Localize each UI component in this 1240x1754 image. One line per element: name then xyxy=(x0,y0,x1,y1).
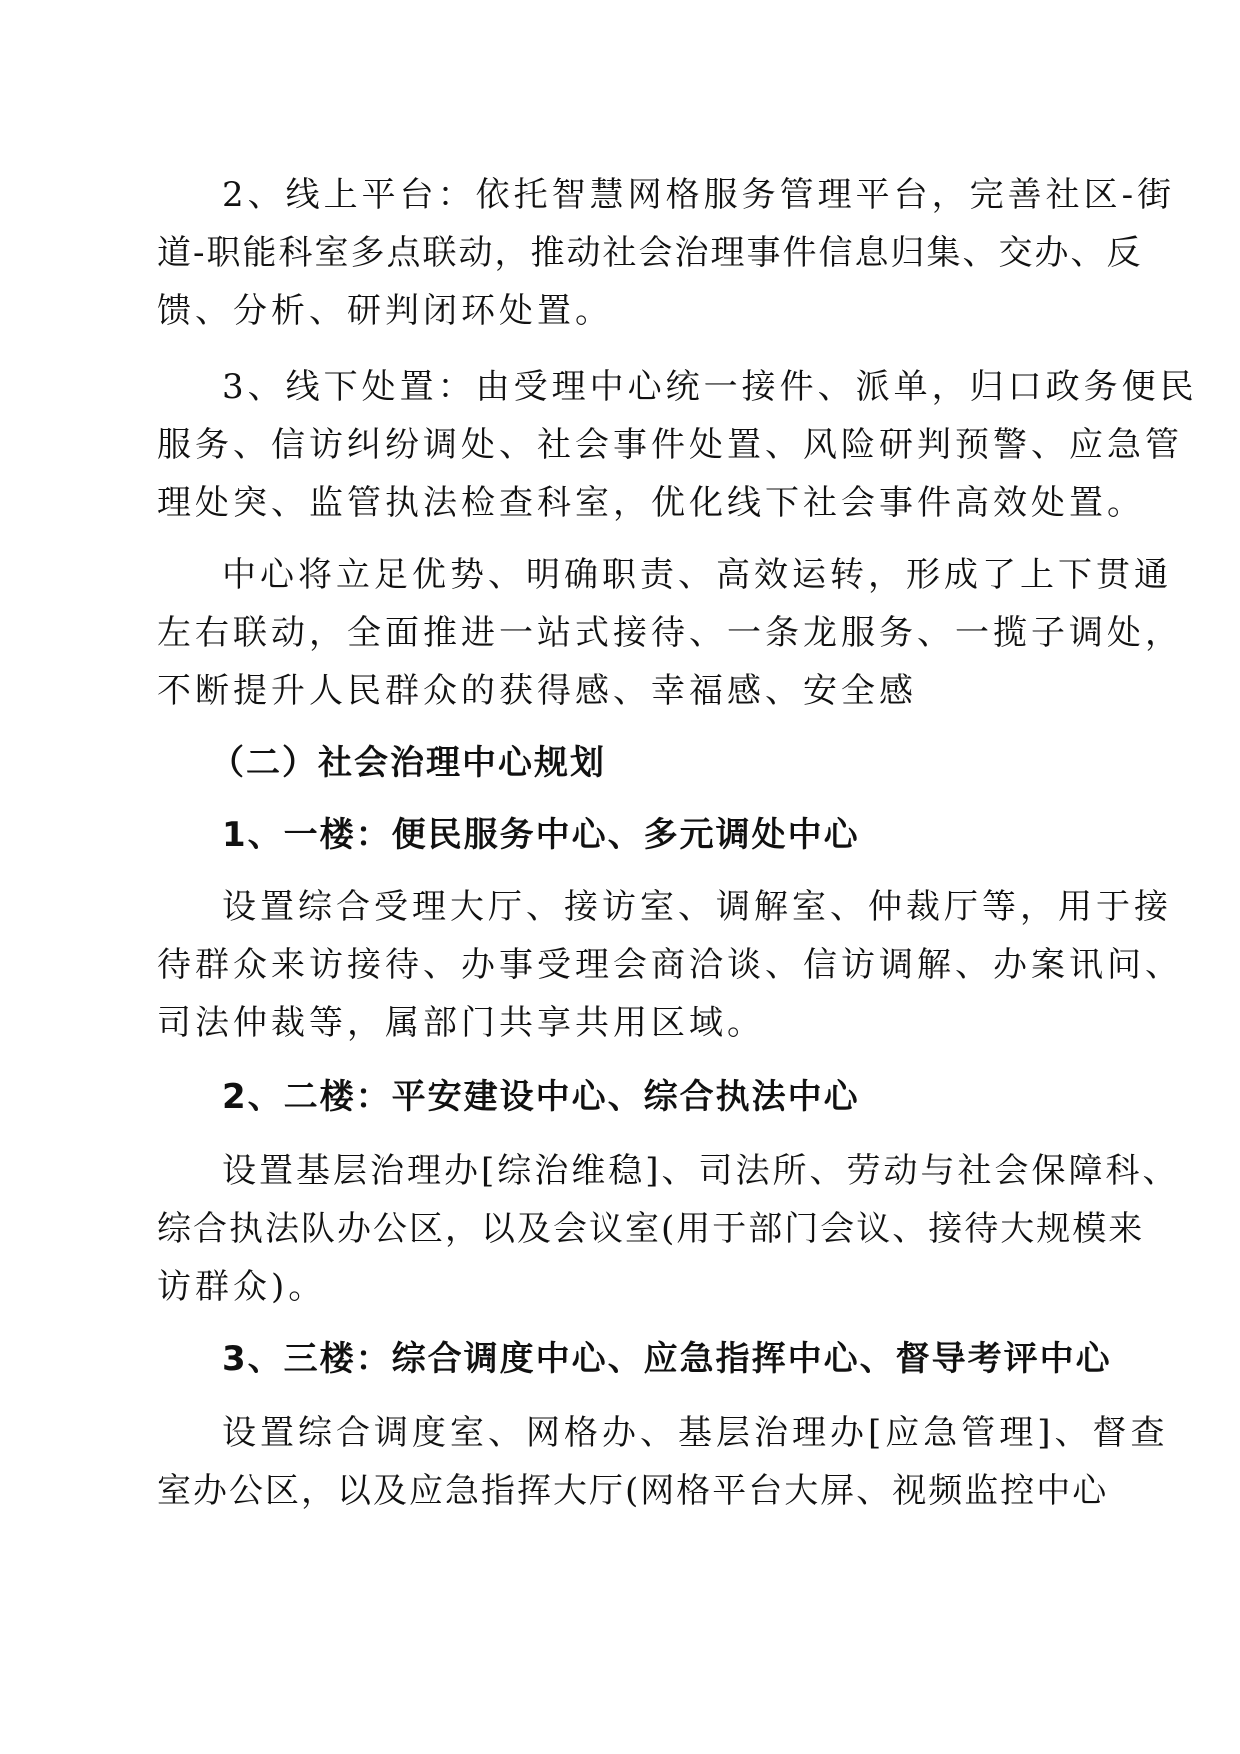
paragraph-line: 室办公区，以及应急指挥大厅(网格平台大屏、视频监控中心 xyxy=(157,1471,1109,1511)
paragraph-line: 理处突、监管执法检查科室，优化线下社会事件高效处置。 xyxy=(157,483,1145,523)
paragraph-line: 不断提升人民群众的获得感、幸福感、安全感 xyxy=(157,671,917,711)
paragraph-line: 服务、信访纠纷调处、社会事件处置、风险研判预警、应急管 xyxy=(157,425,1183,465)
section-heading: （二）社会治理中心规划 xyxy=(210,743,606,783)
paragraph-line: 设置综合受理大厅、接访室、调解室、仲裁厅等，用于接 xyxy=(222,887,1172,927)
subsection-heading: 1、一楼：便民服务中心、多元调处中心 xyxy=(222,815,860,855)
paragraph-line: 左右联动，全面推进一站式接待、一条龙服务、一揽子调处， xyxy=(157,613,1183,653)
paragraph-line: 司法仲裁等，属部门共享共用区域。 xyxy=(157,1003,765,1043)
paragraph-line: 设置综合调度室、网格办、基层治理办[应急管理]、督查 xyxy=(222,1413,1169,1453)
paragraph-line: 3、线下处置：由受理中心统一接件、派单，归口政务便民 xyxy=(222,367,1198,407)
paragraph-line: 综合执法队办公区，以及会议室(用于部门会议、接待大规模来 xyxy=(157,1209,1145,1249)
paragraph-line: 馈、分析、研判闭环处置。 xyxy=(157,291,613,331)
subsection-heading: 3、三楼：综合调度中心、应急指挥中心、督导考评中心 xyxy=(222,1339,1112,1379)
paragraph-line: 中心将立足优势、明确职责、高效运转，形成了上下贯通 xyxy=(222,555,1172,595)
paragraph-line: 待群众来访接待、办事受理会商洽谈、信访调解、办案讯问、 xyxy=(157,945,1183,985)
paragraph-line: 道-职能科室多点联动，推动社会治理事件信息归集、交办、反 xyxy=(157,233,1143,273)
paragraph-line: 访群众)。 xyxy=(157,1267,327,1307)
paragraph-line: 2、线上平台：依托智慧网格服务管理平台，完善社区-街 xyxy=(222,175,1176,215)
paragraph-line: 设置基层治理办[综治维稳]、司法所、劳动与社会保障科、 xyxy=(222,1151,1180,1191)
subsection-heading: 2、二楼：平安建设中心、综合执法中心 xyxy=(222,1077,860,1117)
